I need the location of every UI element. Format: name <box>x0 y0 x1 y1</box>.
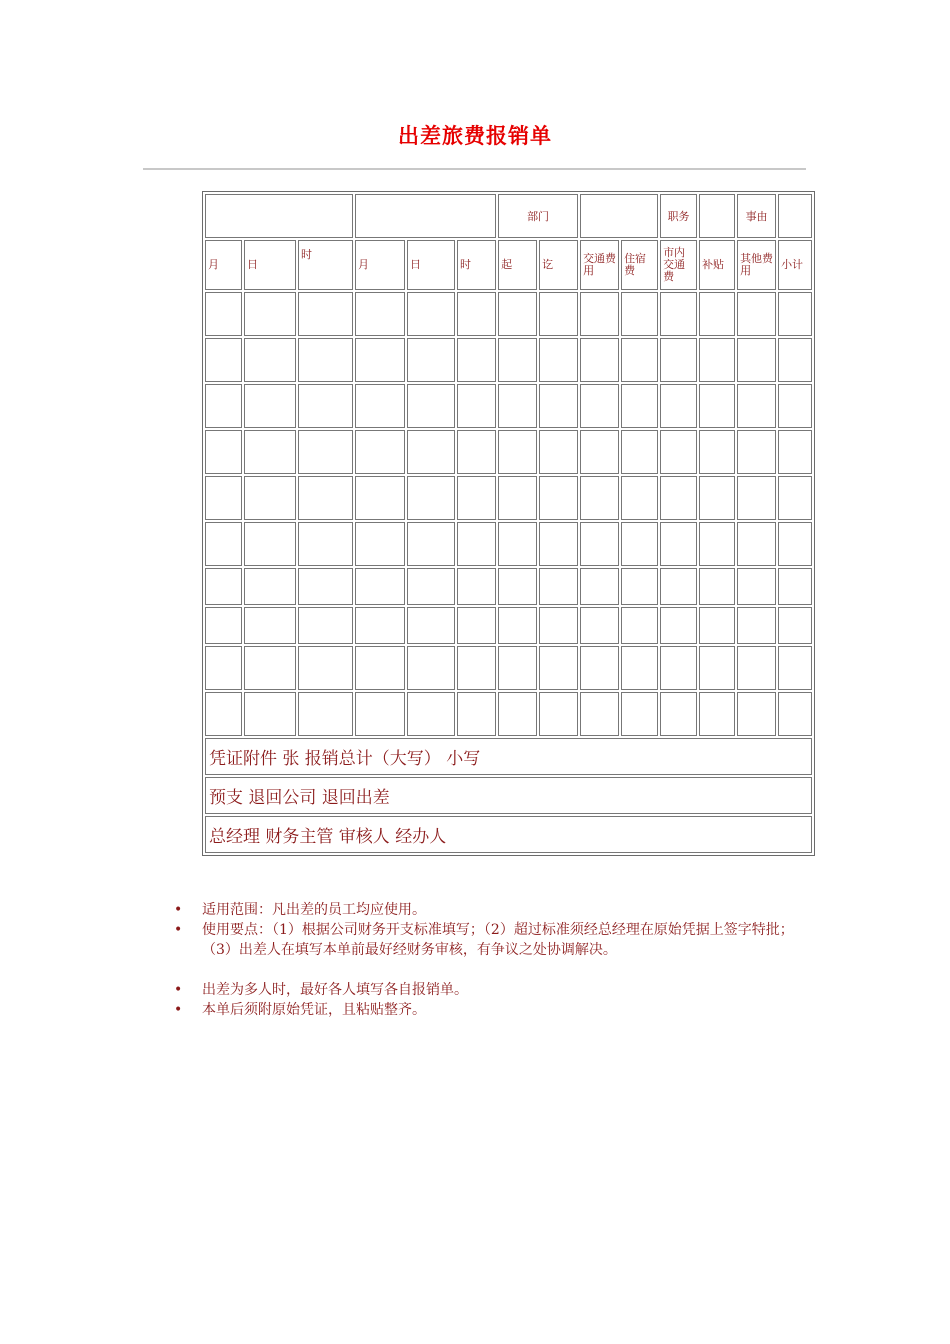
table-cell[interactable] <box>660 692 697 736</box>
table-cell[interactable] <box>244 292 296 336</box>
table-cell[interactable] <box>355 692 405 736</box>
reason-value[interactable] <box>778 194 812 238</box>
table-cell[interactable] <box>498 338 537 382</box>
table-cell[interactable] <box>457 607 496 644</box>
table-cell[interactable] <box>298 292 353 336</box>
title-divider <box>143 168 806 170</box>
table-row <box>205 292 812 336</box>
table-cell[interactable] <box>407 384 455 428</box>
table-cell[interactable] <box>737 292 776 336</box>
signatures-line[interactable]: 总经理 财务主管 审核人 经办人 <box>205 816 812 853</box>
table-cell[interactable] <box>778 338 812 382</box>
table-cell[interactable] <box>539 338 578 382</box>
table-cell[interactable] <box>298 646 353 690</box>
table-cell[interactable] <box>539 607 578 644</box>
table-cell[interactable] <box>660 338 697 382</box>
table-cell[interactable] <box>778 646 812 690</box>
table-cell[interactable] <box>699 384 735 428</box>
header-row-columns <box>205 240 812 290</box>
table-cell[interactable] <box>580 522 619 566</box>
table-cell[interactable] <box>244 568 296 605</box>
table-cell[interactable] <box>621 338 658 382</box>
footer-row-advance <box>205 777 812 814</box>
table-cell[interactable] <box>244 522 296 566</box>
table-cell[interactable] <box>355 338 405 382</box>
table-cell[interactable] <box>699 568 735 605</box>
table-cell[interactable] <box>407 568 455 605</box>
table-row <box>205 692 812 736</box>
table-cell[interactable] <box>539 430 578 474</box>
table-cell[interactable] <box>355 292 405 336</box>
position-label: 职务 <box>660 194 697 238</box>
table-cell[interactable] <box>355 476 405 520</box>
table-cell[interactable] <box>407 292 455 336</box>
table-cell[interactable] <box>205 646 242 690</box>
table-cell[interactable] <box>737 607 776 644</box>
table-cell[interactable] <box>621 692 658 736</box>
col-return-month: 月 <box>355 240 405 290</box>
table-cell[interactable] <box>457 338 496 382</box>
department-value[interactable] <box>580 194 658 238</box>
table-cell[interactable] <box>205 692 242 736</box>
table-row <box>205 430 812 474</box>
table-cell[interactable] <box>737 476 776 520</box>
table-cell[interactable] <box>457 292 496 336</box>
table-cell[interactable] <box>355 430 405 474</box>
table-cell[interactable] <box>660 568 697 605</box>
table-cell[interactable] <box>457 692 496 736</box>
table-cell[interactable] <box>244 430 296 474</box>
table-cell[interactable] <box>407 476 455 520</box>
table-cell[interactable] <box>457 568 496 605</box>
bullet-icon: • <box>174 902 183 918</box>
table-cell[interactable] <box>498 430 537 474</box>
table-cell[interactable] <box>355 607 405 644</box>
note-usage: 使用要点：（1）根据公司财务开支标准填写；（2）超过标准须经总经理在原始凭据上签字特批；（3）出差人在填写本单前最好经财务审核，有争议之处协调解决。 <box>202 922 794 958</box>
table-cell[interactable] <box>498 292 537 336</box>
usage-notes <box>174 900 814 1020</box>
table-cell[interactable] <box>539 522 578 566</box>
col-return-day: 日 <box>407 240 455 290</box>
table-cell[interactable] <box>699 430 735 474</box>
table-cell[interactable] <box>298 384 353 428</box>
table-cell[interactable] <box>244 476 296 520</box>
note-multiple: 出差为多人时，最好各人填写各自报销单。 <box>202 982 468 998</box>
table-cell[interactable] <box>580 292 619 336</box>
table-cell[interactable] <box>778 692 812 736</box>
footer-row-signatures <box>205 816 812 853</box>
list-item <box>174 900 814 920</box>
table-cell[interactable] <box>457 522 496 566</box>
table-cell[interactable] <box>498 568 537 605</box>
table-cell[interactable] <box>660 430 697 474</box>
table-cell[interactable] <box>205 476 242 520</box>
table-cell[interactable] <box>699 692 735 736</box>
table-cell[interactable] <box>699 338 735 382</box>
table-cell[interactable] <box>205 384 242 428</box>
table-row <box>205 568 812 605</box>
table-cell[interactable] <box>205 430 242 474</box>
table-row <box>205 646 812 690</box>
table-cell[interactable] <box>498 646 537 690</box>
table-row <box>205 476 812 520</box>
table-cell[interactable] <box>244 692 296 736</box>
col-depart-day: 日 <box>244 240 296 290</box>
table-cell[interactable] <box>498 692 537 736</box>
table-row <box>205 522 812 566</box>
col-transport-fee: 交通费用 <box>580 240 619 290</box>
table-cell[interactable] <box>205 338 242 382</box>
bullet-icon: • <box>174 982 183 998</box>
col-from: 起 <box>498 240 537 290</box>
table-cell[interactable] <box>737 430 776 474</box>
table-cell[interactable] <box>205 522 242 566</box>
list-item <box>174 1000 814 1020</box>
note-scope: 适用范围：凡出差的员工均应使用。 <box>202 902 426 918</box>
table-cell[interactable] <box>580 430 619 474</box>
table-cell[interactable] <box>580 692 619 736</box>
position-value[interactable] <box>699 194 735 238</box>
table-cell[interactable] <box>205 607 242 644</box>
table-cell[interactable] <box>737 384 776 428</box>
table-row <box>205 338 812 382</box>
blank-cell[interactable] <box>355 194 496 238</box>
table-cell[interactable] <box>539 292 578 336</box>
table-cell[interactable] <box>457 384 496 428</box>
col-depart-month: 月 <box>205 240 242 290</box>
table-cell[interactable] <box>621 292 658 336</box>
table-cell[interactable] <box>621 384 658 428</box>
expense-form-table <box>202 191 815 856</box>
table-cell[interactable] <box>457 646 496 690</box>
table-cell[interactable] <box>539 692 578 736</box>
table-cell[interactable] <box>778 522 812 566</box>
table-cell[interactable] <box>778 430 812 474</box>
table-cell[interactable] <box>778 607 812 644</box>
table-cell[interactable] <box>580 476 619 520</box>
table-cell[interactable] <box>737 568 776 605</box>
table-cell[interactable] <box>778 568 812 605</box>
col-to: 讫 <box>539 240 578 290</box>
table-cell[interactable] <box>778 476 812 520</box>
col-local-transport-fee: 市内交通费 <box>660 240 697 290</box>
table-cell[interactable] <box>355 384 405 428</box>
table-cell[interactable] <box>298 476 353 520</box>
header-row-info <box>205 194 812 238</box>
col-subtotal: 小计 <box>778 240 812 290</box>
table-cell[interactable] <box>457 430 496 474</box>
footer-row-attachments <box>205 738 812 775</box>
table-cell[interactable] <box>580 338 619 382</box>
table-cell[interactable] <box>244 607 296 644</box>
table-cell[interactable] <box>580 646 619 690</box>
table-cell[interactable] <box>699 646 735 690</box>
table-cell[interactable] <box>355 568 405 605</box>
table-cell[interactable] <box>498 607 537 644</box>
col-other-fee: 其他费用 <box>737 240 776 290</box>
table-cell[interactable] <box>244 338 296 382</box>
bullet-icon: • <box>174 922 183 938</box>
table-cell[interactable] <box>660 384 697 428</box>
attachments-total-line[interactable]: 凭证附件 张 报销总计（大写） 小写 <box>205 738 812 775</box>
table-cell[interactable] <box>580 384 619 428</box>
table-cell[interactable] <box>298 338 353 382</box>
table-cell[interactable] <box>539 476 578 520</box>
table-cell[interactable] <box>539 646 578 690</box>
table-cell[interactable] <box>205 568 242 605</box>
advance-refund-line[interactable]: 预支 退回公司 退回出差 <box>205 777 812 814</box>
table-cell[interactable] <box>737 522 776 566</box>
table-cell[interactable] <box>660 646 697 690</box>
table-cell[interactable] <box>407 522 455 566</box>
table-row <box>205 607 812 644</box>
table-cell[interactable] <box>699 476 735 520</box>
note-attach: 本单后须附原始凭证，且粘贴整齐。 <box>202 1002 426 1018</box>
table-cell[interactable] <box>407 338 455 382</box>
name-cell[interactable] <box>205 194 353 238</box>
table-cell[interactable] <box>539 384 578 428</box>
table-cell[interactable] <box>244 646 296 690</box>
table-cell[interactable] <box>355 646 405 690</box>
table-cell[interactable] <box>407 430 455 474</box>
table-cell[interactable] <box>737 338 776 382</box>
table-cell[interactable] <box>621 476 658 520</box>
table-cell[interactable] <box>737 692 776 736</box>
table-cell[interactable] <box>407 692 455 736</box>
table-cell[interactable] <box>737 646 776 690</box>
table-cell[interactable] <box>621 607 658 644</box>
table-cell[interactable] <box>660 292 697 336</box>
col-allowance: 补贴 <box>699 240 735 290</box>
bullet-icon: • <box>174 1002 183 1018</box>
table-cell[interactable] <box>498 384 537 428</box>
table-cell[interactable] <box>660 476 697 520</box>
form-title: 出差旅费报销单 <box>398 123 552 148</box>
table-cell[interactable] <box>621 430 658 474</box>
table-cell[interactable] <box>778 292 812 336</box>
table-cell[interactable] <box>699 607 735 644</box>
table-cell[interactable] <box>298 430 353 474</box>
table-cell[interactable] <box>298 568 353 605</box>
table-cell[interactable] <box>699 522 735 566</box>
table-cell[interactable] <box>580 607 619 644</box>
table-cell[interactable] <box>621 646 658 690</box>
table-cell[interactable] <box>205 292 242 336</box>
department-label: 部门 <box>498 194 578 238</box>
table-cell[interactable] <box>407 607 455 644</box>
table-cell[interactable] <box>778 384 812 428</box>
table-cell[interactable] <box>498 476 537 520</box>
table-cell[interactable] <box>244 384 296 428</box>
table-cell[interactable] <box>457 476 496 520</box>
col-depart-hour: 时 <box>298 240 353 290</box>
table-cell[interactable] <box>498 522 537 566</box>
table-row <box>205 384 812 428</box>
col-return-hour: 时 <box>457 240 496 290</box>
table-cell[interactable] <box>539 568 578 605</box>
table-cell[interactable] <box>298 522 353 566</box>
table-cell[interactable] <box>298 692 353 736</box>
table-cell[interactable] <box>660 522 697 566</box>
col-lodging-fee: 住宿费 <box>621 240 658 290</box>
table-cell[interactable] <box>621 522 658 566</box>
reason-label: 事由 <box>737 194 776 238</box>
table-cell[interactable] <box>580 568 619 605</box>
table-cell[interactable] <box>699 292 735 336</box>
table-cell[interactable] <box>355 522 405 566</box>
list-item <box>174 980 814 1000</box>
table-cell[interactable] <box>621 568 658 605</box>
table-cell[interactable] <box>298 607 353 644</box>
table-cell[interactable] <box>407 646 455 690</box>
list-item <box>174 920 814 960</box>
table-cell[interactable] <box>660 607 697 644</box>
